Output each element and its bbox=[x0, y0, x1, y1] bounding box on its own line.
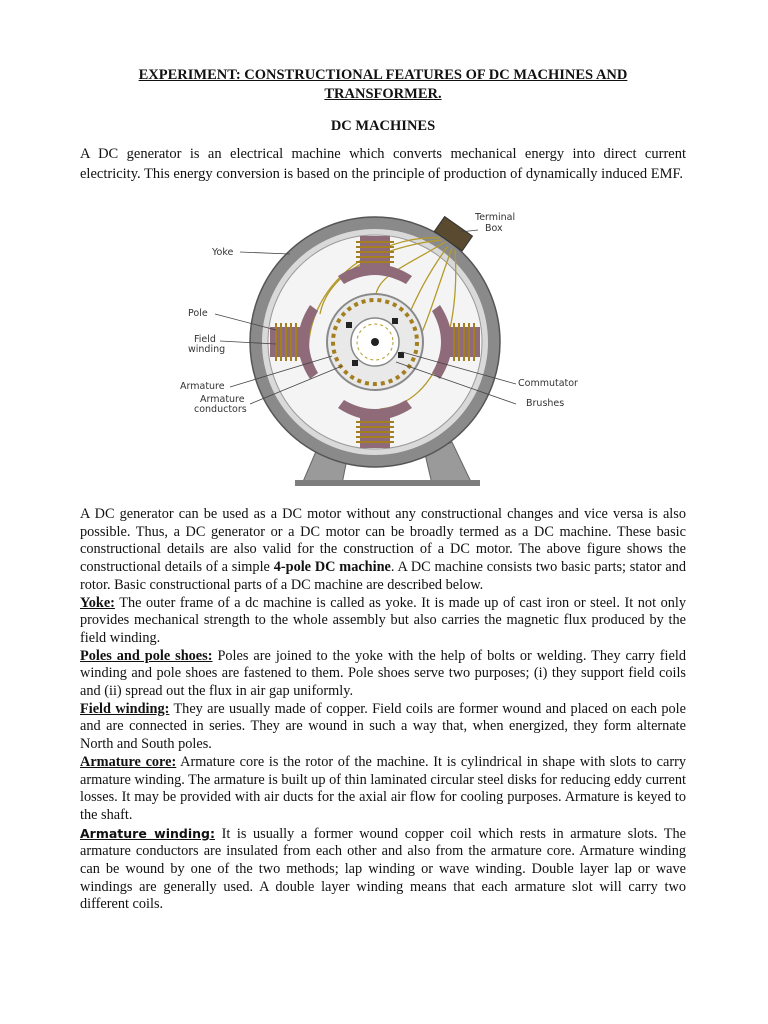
field-winding-paragraph: Field winding: They are usually made of copper. Field coils are former wound and placed on each pole and are connected in series. They are wound in such a way that, when energized, they form alternate North and South poles. bbox=[80, 700, 686, 753]
yoke-paragraph: Yoke: The outer frame of a dc machine is called as yoke. It is made up of cast iron or steel. It not only provides mechanical strength to the whole assembly but also carries the magnetic flux produced by the field winding. bbox=[80, 594, 686, 646]
intro-paragraph: A DC generator is an electrical machine which converts mechanical energy into direct current electricity. This energy conversion is based on the principle of production of dynamically induced EMF. bbox=[80, 146, 686, 182]
label-field-winding-2: winding bbox=[188, 344, 226, 355]
label-brushes: Brushes bbox=[526, 398, 565, 409]
machine-base-plate bbox=[295, 480, 480, 486]
document-title: EXPERIMENT: CONSTRUCTIONAL FEATURES OF DC MACHINES AND TRANSFORMER. bbox=[138, 67, 628, 102]
armature-winding-term: Armature winding: bbox=[80, 825, 215, 841]
body-text bbox=[80, 506, 686, 914]
label-armature-conductors-1: Armature bbox=[200, 394, 245, 405]
label-armature-conductors-2: conductors bbox=[194, 404, 247, 415]
armature-winding-paragraph: Armature winding: It is usually a former wound copper coil which rests in armature slots. The armature conductors are insulated from each other and also from the armature core. Armature winding can be wound by one of the two methods; lap winding or wave winding. Double layer lap or wave windings are generally used. A double layer winding means that each armature slot will carry two different coils. bbox=[80, 825, 686, 913]
brush bbox=[392, 318, 398, 324]
field-winding-term: Field winding: bbox=[80, 700, 170, 717]
brush bbox=[346, 322, 352, 328]
label-yoke: Yoke bbox=[212, 247, 234, 258]
armature-core-paragraph: Armature core: Armature core is the rotor of the machine. It is cylindrical in shape with slots to carry armature winding. The armature is built up of thin laminated circular steel disks for reducing eddy current losses. It may be provided with air ducts for the axial air flow for cooling purposes. Armature is keyed to the shaft. bbox=[80, 753, 687, 823]
label-field-winding-1: Field bbox=[194, 334, 216, 345]
document-page bbox=[80, 60, 686, 914]
yoke-term: Yoke: bbox=[80, 594, 115, 611]
dc-machine-figure bbox=[80, 204, 686, 494]
section-heading: DC MACHINES bbox=[330, 118, 436, 134]
label-commutator: Commutator bbox=[518, 378, 578, 389]
brush bbox=[398, 352, 404, 358]
shaft bbox=[371, 338, 379, 346]
label-pole: Pole bbox=[188, 308, 208, 319]
label-terminal-box-2: Box bbox=[485, 223, 503, 234]
armature-core-term: Armature core: bbox=[80, 753, 177, 770]
four-pole-term: 4-pole DC machine bbox=[273, 559, 391, 576]
dc-machine-diagram bbox=[80, 204, 686, 494]
label-terminal-box-1: Terminal bbox=[475, 212, 516, 223]
overview-paragraph: A DC generator can be used as a DC motor without any constructional changes and vice versa is also possible. Thus, a DC generator or a DC motor can be broadly termed as a DC machine. These basic constructional details are also valid for the construction of a DC motor. The above figure shows the constructional details of a simple 4-pole DC machine. A DC machine consists two basic parts; stator and rotor. Basic constructional parts of a DC machine are described below. bbox=[80, 506, 687, 593]
brush bbox=[352, 360, 358, 366]
poles-term: Poles and pole shoes: bbox=[80, 647, 213, 664]
poles-paragraph: Poles and pole shoes: Poles are joined to the yoke with the help of bolts or welding. They carry field winding and pole shoes are fastened to them. Pole shoes serve two purposes; (i) they support field coils and (ii) spread out the flux in air gap uniformly. bbox=[80, 647, 686, 700]
label-armature: Armature bbox=[180, 381, 225, 392]
